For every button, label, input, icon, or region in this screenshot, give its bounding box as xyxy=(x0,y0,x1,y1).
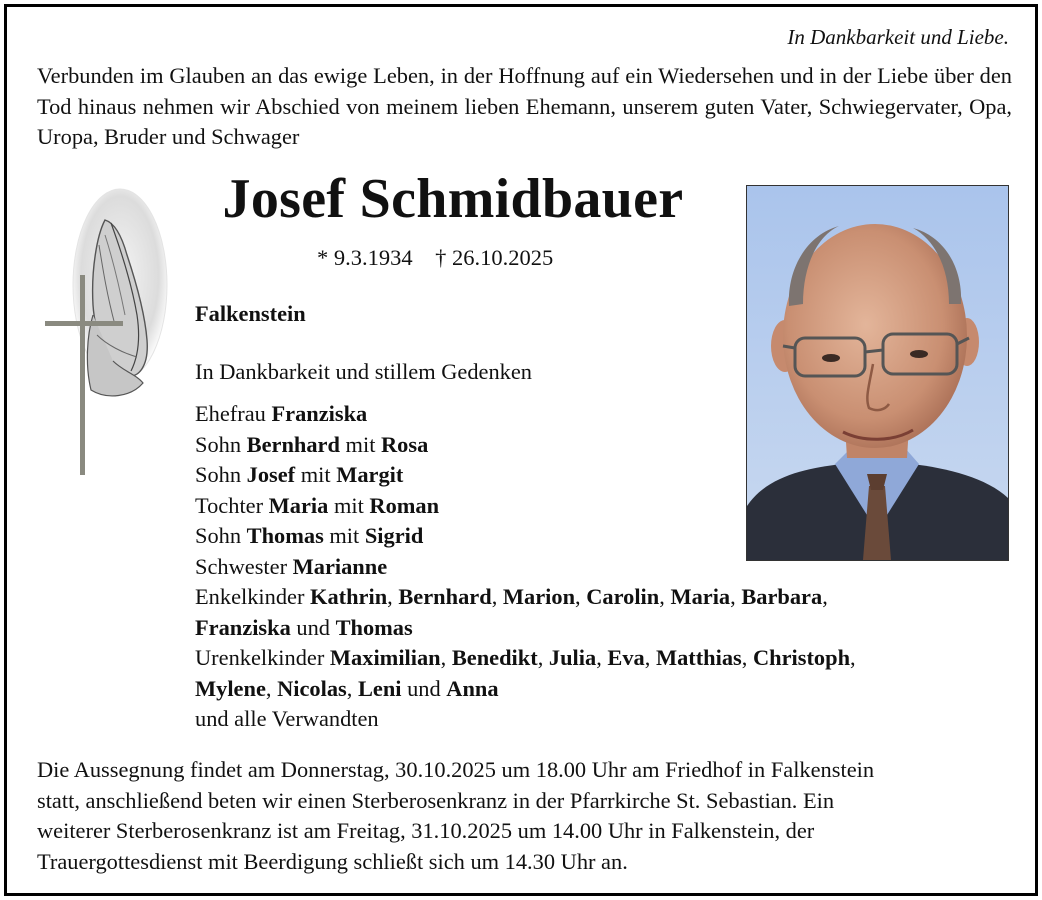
mourner-relation: , xyxy=(537,645,549,670)
mourner-line xyxy=(195,491,995,522)
service-details xyxy=(37,755,1032,877)
mourner-relation: Sohn xyxy=(195,462,247,487)
mourner-relation: Schwester xyxy=(195,553,293,579)
deceased-name: Josef Schmidbauer xyxy=(222,168,684,230)
mourner-relation: und xyxy=(401,675,447,701)
mourner-relation: Enkelkinder xyxy=(195,584,311,609)
mourner-relation: mit xyxy=(323,523,365,548)
mourner-name: Barbara xyxy=(741,584,823,609)
mourner-name: Leni xyxy=(357,675,402,701)
mourner-line xyxy=(195,460,995,491)
mourner-name: Mylene xyxy=(195,675,266,701)
obituary-notice xyxy=(4,4,1038,896)
mourner-name: Josef xyxy=(246,462,296,487)
mourner-name: Maria xyxy=(670,584,731,609)
mourner-relation: , xyxy=(491,584,503,609)
mourner-name: Nicolas xyxy=(277,675,347,701)
mourner-relation: mit xyxy=(328,492,370,518)
mourner-name: Eva xyxy=(607,645,645,670)
mourner-relation: , xyxy=(440,645,452,670)
mourner-relation: Tochter xyxy=(195,492,269,518)
mourner-name: Rosa xyxy=(381,431,429,457)
mourner-relation: , xyxy=(822,584,828,609)
mourner-line xyxy=(195,521,995,552)
mourner-relation: , xyxy=(659,584,671,609)
mourner-name: Thomas xyxy=(335,614,413,640)
motto: In Dankbarkeit und Liebe. xyxy=(787,25,1009,49)
mourner-name: Carolin xyxy=(586,584,660,609)
mourner-line xyxy=(195,643,995,674)
mourner-line xyxy=(195,399,995,430)
mourner-relation: und xyxy=(290,614,336,640)
hometown: Falkenstein xyxy=(195,301,306,326)
mourner-relation: , xyxy=(596,645,608,670)
service-line: statt, anschließend beten wir einen Sterberosenkranz in der Pfarrkirche St. Sebastian. Ein xyxy=(37,787,835,813)
service-line: Trauergottesdienst mit Beerdigung schließt sich um 14.30 Uhr an. xyxy=(37,848,628,874)
mourner-name: Thomas xyxy=(246,523,324,548)
mourner-relation: Ehefrau xyxy=(195,401,272,426)
mourner-name: Franziska xyxy=(271,401,368,426)
mourner-name: Julia xyxy=(548,645,597,670)
praying-hands-cross-icon xyxy=(27,175,187,485)
mourner-name: Bernhard xyxy=(398,584,492,609)
mourner-name: Christoph xyxy=(752,645,851,670)
mourner-relation: Sohn xyxy=(195,523,247,548)
mourner-name: Sigrid xyxy=(364,523,424,548)
mourner-relation: , xyxy=(741,645,753,670)
mourner-relation: , xyxy=(265,675,278,701)
service-line: Die Aussegnung findet am Donnerstag, 30.10.2025 um 18.00 Uhr am Friedhof in Falkenstein xyxy=(37,757,875,782)
mourner-relation: , xyxy=(850,645,856,670)
mourner-relation: , xyxy=(387,584,399,609)
mourner-name: Maximilian xyxy=(329,645,441,670)
mourner-name: Margit xyxy=(336,462,404,487)
mourner-name: Benedikt xyxy=(451,645,538,670)
mourner-relation: Sohn xyxy=(195,431,247,457)
mourner-line xyxy=(195,552,995,583)
mourner-relation: Urenkelkinder xyxy=(195,645,330,670)
mourner-name: Anna xyxy=(446,675,499,701)
mourner-name: Marianne xyxy=(292,553,388,579)
mourner-name: Bernhard xyxy=(246,431,340,457)
life-dates: * 9.3.1934 † 26.10.2025 xyxy=(317,245,554,270)
mourner-name: Roman xyxy=(369,492,440,518)
intro-text: Verbunden im Glauben an das ewige Leben, in der Hoffnung auf ein Wiedersehen und in der Liebe über den Tod hinaus nehmen wir Abschied von meinem lieben Ehemann, unserem guten Vater, Schwiegervater, Opa, Uropa, Bruder und Schwager xyxy=(37,63,1012,149)
mourner-relation: , xyxy=(346,675,358,701)
mourners-list xyxy=(195,399,995,735)
mourner-relation: und alle Verwandten xyxy=(195,706,379,731)
mourner-name: Maria xyxy=(268,492,329,518)
mourner-line xyxy=(195,582,995,613)
mourner-name: Marion xyxy=(502,584,576,609)
mourner-line xyxy=(195,613,995,644)
mourners-heading: In Dankbarkeit und stillem Gedenken xyxy=(195,359,533,384)
mourner-name: Matthias xyxy=(655,645,742,670)
mourner-relation: mit xyxy=(339,431,382,457)
mourner-relation: , xyxy=(730,584,742,609)
mourner-line xyxy=(195,430,995,461)
mourner-relation: , xyxy=(575,584,587,609)
mourner-line xyxy=(195,704,995,735)
mourner-relation: , xyxy=(644,645,656,670)
mourner-relation: mit xyxy=(295,462,337,487)
mourner-line xyxy=(195,674,995,705)
mourner-name: Franziska xyxy=(195,614,291,640)
service-line: weiterer Sterberosenkranz ist am Freitag, 31.10.2025 um 14.00 Uhr in Falkenstein, der xyxy=(37,818,815,843)
mourner-name: Kathrin xyxy=(310,584,388,609)
